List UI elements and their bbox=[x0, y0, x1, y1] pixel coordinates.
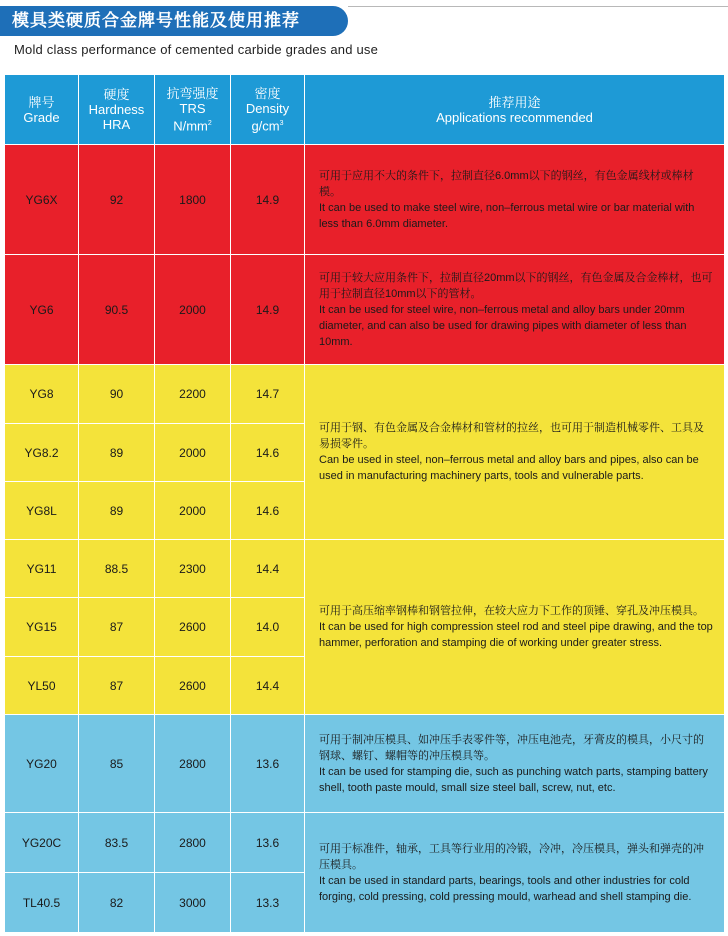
header-density-cn: 密度 bbox=[254, 85, 281, 101]
cell-trs: 2600 bbox=[155, 657, 231, 715]
cell-trs: 2600 bbox=[155, 598, 231, 657]
cell-trs: 2300 bbox=[155, 540, 231, 598]
header-trs-cn: 抗弯强度 bbox=[166, 85, 219, 101]
cell-density: 14.7 bbox=[231, 365, 305, 424]
cell-hardness: 87 bbox=[79, 657, 155, 715]
cell-hardness: 92 bbox=[79, 145, 155, 255]
application-cn: 可用于应用不大的条件下，拉制直径6.0mm以下的钢丝，有色金属线材或棒材模。 bbox=[319, 169, 694, 198]
cell-trs: 2000 bbox=[155, 255, 231, 365]
cell-hardness: 83.5 bbox=[79, 813, 155, 873]
cell-trs: 1800 bbox=[155, 145, 231, 255]
cell-application bbox=[305, 255, 725, 365]
header-trs-en: TRS bbox=[179, 100, 206, 116]
cell-grade: YG20C bbox=[5, 813, 79, 873]
cell-application bbox=[305, 813, 725, 933]
cell-density: 14.4 bbox=[231, 657, 305, 715]
cell-hardness: 85 bbox=[79, 715, 155, 813]
header-density-en: Density bbox=[245, 100, 290, 116]
cell-density: 13.3 bbox=[231, 873, 305, 933]
cell-trs: 2200 bbox=[155, 365, 231, 424]
cell-grade: YG6 bbox=[5, 255, 79, 365]
table-row bbox=[5, 145, 725, 255]
title-divider bbox=[348, 6, 728, 7]
cell-density: 14.6 bbox=[231, 424, 305, 482]
application-en: It can be used for stamping die, such as punching watch parts, stamping battery shell, tooth paste mould, small size steel ball, screw, nut, etc. bbox=[319, 765, 708, 794]
cell-grade: YL50 bbox=[5, 657, 79, 715]
cell-hardness: 87 bbox=[79, 598, 155, 657]
cell-hardness: 82 bbox=[79, 873, 155, 933]
cell-application bbox=[305, 365, 725, 540]
application-cn: 可用于钢、有色金属及合金棒材和管材的拉丝，也可用于制造机械零件、工具及易损零件。 bbox=[319, 422, 704, 450]
cell-hardness: 90.5 bbox=[79, 255, 155, 365]
application-cn: 可用于制冲压模具、如冲压手表零件等，冲压电池壳，牙膏皮的模具，小尺寸的钢球、螺钉、螺帽等的冲压模具等。 bbox=[319, 733, 704, 762]
header-trs bbox=[155, 75, 231, 145]
cell-grade: YG8 bbox=[5, 365, 79, 424]
cell-grade: YG15 bbox=[5, 598, 79, 657]
application-cn: 可用于标准件，轴承，工具等行业用的冷锻，冷冲，冷压模具，弹头和弹壳的冲压模具。 bbox=[319, 842, 704, 871]
table-row bbox=[5, 255, 725, 365]
cell-density: 14.9 bbox=[231, 145, 305, 255]
header-hardness-cn: 硬度 bbox=[103, 87, 130, 102]
cell-density: 13.6 bbox=[231, 813, 305, 873]
grades-table bbox=[4, 74, 724, 932]
header-app-cn: 推荐用途 bbox=[488, 94, 541, 110]
header-hardness bbox=[79, 75, 155, 145]
cell-trs: 2000 bbox=[155, 424, 231, 482]
application-cn: 可用于高压缩率钢棒和钢管拉伸，在较大应力下工作的顶锤、穿孔及冲压模具。 bbox=[319, 605, 704, 617]
table-row bbox=[5, 715, 725, 813]
cell-density: 13.6 bbox=[231, 715, 305, 813]
cell-hardness: 88.5 bbox=[79, 540, 155, 598]
page-subtitle: Mold class performance of cemented carbide grades and use bbox=[14, 42, 379, 57]
application-en: Can be used in steel, non–ferrous metal and alloy bars and pipes, also can be used in manufacturing machinery parts, tools and vulnerable parts. bbox=[319, 454, 699, 482]
table-row bbox=[5, 365, 725, 424]
cell-hardness: 90 bbox=[79, 365, 155, 424]
cell-grade: YG6X bbox=[5, 145, 79, 255]
header-grade-cn: 牌号 bbox=[28, 94, 55, 110]
cell-trs: 2800 bbox=[155, 813, 231, 873]
cell-grade: YG8L bbox=[5, 482, 79, 540]
application-en: It can be used for high compression steel rod and steel pipe drawing, and the top hammer, perforation and stamping die of working under greater stress. bbox=[319, 621, 713, 649]
header-density bbox=[231, 75, 305, 145]
application-cn: 可用于较大应用条件下，拉制直径20mm以下的钢丝，有色金属及合金棒材，也可用于拉制直径10mm以下的管材。 bbox=[319, 271, 713, 300]
cell-density: 14.6 bbox=[231, 482, 305, 540]
cell-hardness: 89 bbox=[79, 424, 155, 482]
cell-density: 14.0 bbox=[231, 598, 305, 657]
cell-trs: 2000 bbox=[155, 482, 231, 540]
header-trs-unit: $N/mm^2$ bbox=[173, 118, 212, 134]
cell-application bbox=[305, 540, 725, 715]
header-hardness-unit: HRA bbox=[102, 117, 131, 132]
header-hardness-en: Hardness bbox=[88, 102, 145, 117]
cell-trs: 2800 bbox=[155, 715, 231, 813]
cell-application bbox=[305, 145, 725, 255]
header-grade-en: Grade bbox=[23, 109, 60, 125]
header-applications bbox=[305, 75, 725, 145]
cell-density: 14.9 bbox=[231, 255, 305, 365]
application-en: It can be used for steel wire, non–ferrous metal and alloy bars under 20mm diameter, and can also be used for drawing pipes with diameter of less than 10mm. bbox=[319, 303, 687, 348]
application-en: It can be used in standard parts, bearings, tools and other industries for cold forging, cold pressing, cold pressing mould, warhead and shell stamping die. bbox=[319, 874, 692, 903]
header-grade bbox=[5, 75, 79, 145]
application-en: It can be used to make steel wire, non–ferrous metal wire or bar material with less than 6.0mm diameter. bbox=[319, 201, 695, 230]
cell-grade: TL40.5 bbox=[5, 873, 79, 933]
cell-trs: 3000 bbox=[155, 873, 231, 933]
table-header-row bbox=[5, 75, 725, 145]
cell-hardness: 89 bbox=[79, 482, 155, 540]
cell-density: 14.4 bbox=[231, 540, 305, 598]
cell-grade: YG8.2 bbox=[5, 424, 79, 482]
header-density-unit: $g/cm^3$ bbox=[251, 118, 284, 134]
table-row bbox=[5, 540, 725, 598]
header-app-en: Applications recommended bbox=[436, 109, 593, 125]
table-row bbox=[5, 813, 725, 873]
cell-application bbox=[305, 715, 725, 813]
cell-grade: YG11 bbox=[5, 540, 79, 598]
cell-grade: YG20 bbox=[5, 715, 79, 813]
page-title: 模具类硬质合金牌号性能及使用推荐 bbox=[0, 6, 348, 36]
